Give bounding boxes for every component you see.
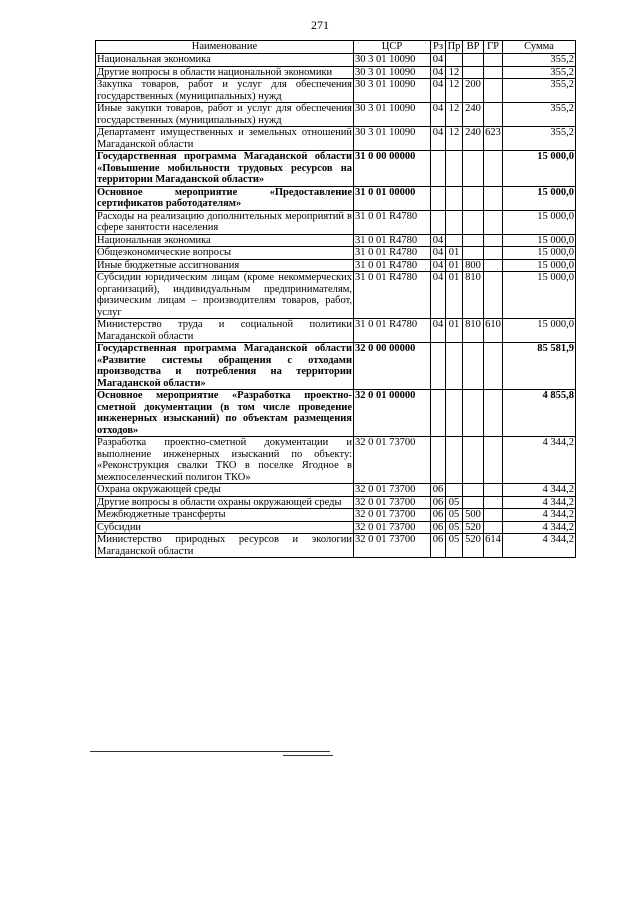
cell-vr — [463, 151, 484, 187]
cell-rz: 06 — [431, 496, 446, 509]
cell-csr: 32 0 01 00000 — [354, 390, 431, 437]
cell-vr — [463, 343, 484, 390]
cell-gr — [484, 210, 503, 234]
cell-name: Министерство труда и социальной политики Магаданской области — [97, 319, 352, 342]
cell-vr — [463, 390, 484, 437]
cell-sum: 355,2 — [503, 127, 576, 151]
cell-vr — [463, 234, 484, 247]
cell-rz: 06 — [431, 534, 446, 558]
table-row — [96, 259, 576, 272]
cell-pr: 01 — [446, 272, 463, 319]
cell-rz — [431, 343, 446, 390]
cell-name: Общеэкономические вопросы — [96, 247, 354, 260]
cell-sum: 15 000,0 — [503, 186, 576, 210]
cell-rz: 06 — [431, 484, 446, 497]
cell-pr: 12 — [446, 66, 463, 79]
table-row — [96, 509, 576, 522]
cell-gr: 610 — [484, 319, 503, 343]
cell-gr — [484, 343, 503, 390]
cell-gr — [484, 484, 503, 497]
cell-csr: 30 3 01 10090 — [354, 66, 431, 79]
cell-sum: 355,2 — [503, 79, 576, 103]
cell-pr: 05 — [446, 509, 463, 522]
cell-rz: 04 — [431, 319, 446, 343]
header-gr: ГР — [484, 41, 503, 54]
cell-gr — [484, 151, 503, 187]
table-row — [96, 272, 576, 319]
cell-sum: 4 344,2 — [503, 534, 576, 558]
cell-gr — [484, 234, 503, 247]
table-row — [96, 484, 576, 497]
cell-rz: 04 — [431, 234, 446, 247]
cell-vr: 240 — [463, 127, 484, 151]
page-number: 271 — [311, 18, 329, 32]
cell-pr: 05 — [446, 534, 463, 558]
cell-csr: 31 0 00 00000 — [354, 151, 431, 187]
cell-vr: 810 — [463, 319, 484, 343]
cell-pr: 01 — [446, 259, 463, 272]
cell-sum: 15 000,0 — [503, 234, 576, 247]
cell-gr — [484, 509, 503, 522]
cell-rz: 06 — [431, 509, 446, 522]
cell-sum: 4 344,2 — [503, 437, 576, 484]
header-vr: ВР — [463, 41, 484, 54]
cell-csr: 32 0 01 73700 — [354, 534, 431, 558]
cell-vr: 200 — [463, 79, 484, 103]
cell-rz: 04 — [431, 272, 446, 319]
header-rz: Рз — [431, 41, 446, 54]
cell-csr: 31 0 01 R4780 — [354, 319, 431, 343]
cell-name: Субсидии — [96, 521, 354, 534]
cell-rz: 04 — [431, 54, 446, 67]
table-header-row — [96, 41, 576, 54]
table-row — [96, 234, 576, 247]
table-row — [96, 127, 576, 151]
cell-sum: 4 344,2 — [503, 484, 576, 497]
cell-csr: 31 0 01 R4780 — [354, 247, 431, 260]
cell-csr: 32 0 01 73700 — [354, 521, 431, 534]
table-row — [96, 437, 576, 484]
footer-rule-short — [283, 755, 333, 756]
cell-csr: 31 0 01 R4780 — [354, 259, 431, 272]
cell-gr — [484, 186, 503, 210]
table-row — [96, 496, 576, 509]
cell-vr: 500 — [463, 509, 484, 522]
cell-name: Основное мероприятие «Разработка проектно-сметной документации (в том числе проведение инженерных изысканий) по объектам размещения отходов» — [97, 390, 352, 436]
cell-rz: 06 — [431, 521, 446, 534]
cell-vr: 810 — [463, 272, 484, 319]
cell-pr — [446, 234, 463, 247]
cell-rz — [431, 151, 446, 187]
cell-gr — [484, 521, 503, 534]
cell-name: Национальная экономика — [96, 234, 354, 247]
cell-gr — [484, 390, 503, 437]
cell-sum: 4 344,2 — [503, 509, 576, 522]
cell-rz: 04 — [431, 259, 446, 272]
cell-csr: 32 0 00 00000 — [354, 343, 431, 390]
header-csr: ЦСР — [354, 41, 431, 54]
table-row — [96, 54, 576, 67]
cell-pr — [446, 186, 463, 210]
cell-sum: 85 581,9 — [503, 343, 576, 390]
cell-pr — [446, 390, 463, 437]
cell-vr — [463, 484, 484, 497]
cell-sum: 355,2 — [503, 66, 576, 79]
cell-csr: 31 0 01 00000 — [354, 186, 431, 210]
cell-gr: 623 — [484, 127, 503, 151]
cell-gr — [484, 66, 503, 79]
cell-vr: 520 — [463, 521, 484, 534]
cell-pr — [446, 210, 463, 234]
cell-csr: 30 3 01 10090 — [354, 54, 431, 67]
cell-sum: 15 000,0 — [503, 247, 576, 260]
cell-rz: 04 — [431, 127, 446, 151]
cell-pr — [446, 151, 463, 187]
cell-csr: 31 0 01 R4780 — [354, 272, 431, 319]
cell-gr — [484, 272, 503, 319]
cell-name: Государственная программа Магаданской области «Повышение мобильности трудовых ресурсов на территории Магаданской области» — [97, 151, 352, 185]
cell-sum: 4 855,8 — [503, 390, 576, 437]
cell-gr — [484, 103, 503, 127]
cell-name: Охрана окружающей среды — [96, 484, 354, 497]
cell-csr: 32 0 01 73700 — [354, 509, 431, 522]
table-row — [96, 151, 576, 187]
cell-vr — [463, 54, 484, 67]
cell-vr: 800 — [463, 259, 484, 272]
cell-name: Другие вопросы в области национальной экономики — [96, 66, 354, 79]
cell-vr — [463, 186, 484, 210]
cell-name: Межбюджетные трансферты — [96, 509, 354, 522]
footer-rule — [90, 751, 330, 752]
cell-pr: 12 — [446, 103, 463, 127]
cell-vr — [463, 496, 484, 509]
table-row — [96, 103, 576, 127]
cell-csr: 30 3 01 10090 — [354, 79, 431, 103]
cell-pr: 12 — [446, 79, 463, 103]
table-row — [96, 319, 576, 343]
table-row — [96, 521, 576, 534]
header-name: Наименование — [96, 41, 354, 54]
cell-pr: 01 — [446, 319, 463, 343]
cell-sum: 15 000,0 — [503, 151, 576, 187]
cell-name: Субсидии юридическим лицам (кроме некоммерческих организаций), индивидуальным предпринимателям, физическим лицам – производителям товаров, работ, услуг — [97, 272, 352, 318]
cell-rz — [431, 390, 446, 437]
cell-rz — [431, 186, 446, 210]
cell-rz: 04 — [431, 103, 446, 127]
cell-pr — [446, 343, 463, 390]
cell-name: Иные бюджетные ассигнования — [96, 259, 354, 272]
cell-rz — [431, 210, 446, 234]
cell-rz: 04 — [431, 66, 446, 79]
cell-pr: 05 — [446, 521, 463, 534]
table-row — [96, 79, 576, 103]
cell-pr: 12 — [446, 127, 463, 151]
table-row — [96, 66, 576, 79]
cell-vr — [463, 66, 484, 79]
cell-gr — [484, 496, 503, 509]
cell-gr — [484, 54, 503, 67]
cell-vr: 240 — [463, 103, 484, 127]
cell-pr — [446, 437, 463, 484]
budget-table — [95, 40, 576, 558]
cell-csr: 32 0 01 73700 — [354, 496, 431, 509]
cell-sum: 4 344,2 — [503, 521, 576, 534]
table-body — [96, 54, 576, 558]
cell-csr: 32 0 01 73700 — [354, 437, 431, 484]
cell-csr: 31 0 01 R4780 — [354, 210, 431, 234]
cell-sum: 15 000,0 — [503, 210, 576, 234]
cell-name: Основное мероприятие «Предоставление сертификатов работодателям» — [97, 186, 352, 209]
cell-rz — [431, 437, 446, 484]
table-row — [96, 210, 576, 234]
cell-name: Разработка проектно-сметной документации и выполнение инженерных изысканий по объекту: «Реконструкция свалки ТКО в поселке Ягодное в межпоселенческий полигон ТКО» — [97, 437, 352, 483]
cell-vr — [463, 437, 484, 484]
cell-vr: 520 — [463, 534, 484, 558]
cell-vr — [463, 210, 484, 234]
cell-name: Министерство природных ресурсов и экологии Магаданской области — [97, 534, 352, 557]
cell-csr: 30 3 01 10090 — [354, 103, 431, 127]
cell-pr: 05 — [446, 496, 463, 509]
table-row — [96, 390, 576, 437]
cell-sum: 4 344,2 — [503, 496, 576, 509]
cell-sum: 15 000,0 — [503, 272, 576, 319]
header-sum: Сумма — [503, 41, 576, 54]
cell-sum: 355,2 — [503, 54, 576, 67]
cell-sum: 355,2 — [503, 103, 576, 127]
cell-gr — [484, 259, 503, 272]
cell-pr — [446, 54, 463, 67]
cell-gr: 614 — [484, 534, 503, 558]
table-row — [96, 534, 576, 558]
cell-name: Национальная экономика — [96, 54, 354, 67]
cell-name: Департамент имущественных и земельных отношений Магаданской области — [97, 127, 352, 150]
cell-gr — [484, 437, 503, 484]
cell-gr — [484, 247, 503, 260]
cell-sum: 15 000,0 — [503, 319, 576, 343]
cell-name: Расходы на реализацию дополнительных мероприятий в сфере занятости населения — [97, 210, 352, 233]
cell-vr — [463, 247, 484, 260]
cell-name: Иные закупки товаров, работ и услуг для обеспечения государственных (муниципальных) нужд — [97, 103, 352, 126]
cell-pr: 01 — [446, 247, 463, 260]
cell-pr — [446, 484, 463, 497]
cell-gr — [484, 79, 503, 103]
cell-rz: 04 — [431, 247, 446, 260]
table-row — [96, 343, 576, 390]
cell-name: Государственная программа Магаданской области «Развитие системы обращения с отходами производства и потребления на территории Магаданской области» — [97, 343, 352, 389]
cell-sum: 15 000,0 — [503, 259, 576, 272]
cell-name: Другие вопросы в области охраны окружающей среды — [96, 496, 354, 509]
cell-csr: 31 0 01 R4780 — [354, 234, 431, 247]
table-row — [96, 186, 576, 210]
cell-csr: 32 0 01 73700 — [354, 484, 431, 497]
header-pr: Пр — [446, 41, 463, 54]
cell-rz: 04 — [431, 79, 446, 103]
cell-name: Закупка товаров, работ и услуг для обеспечения государственных (муниципальных) нужд — [97, 79, 352, 102]
cell-csr: 30 3 01 10090 — [354, 127, 431, 151]
table-row — [96, 247, 576, 260]
